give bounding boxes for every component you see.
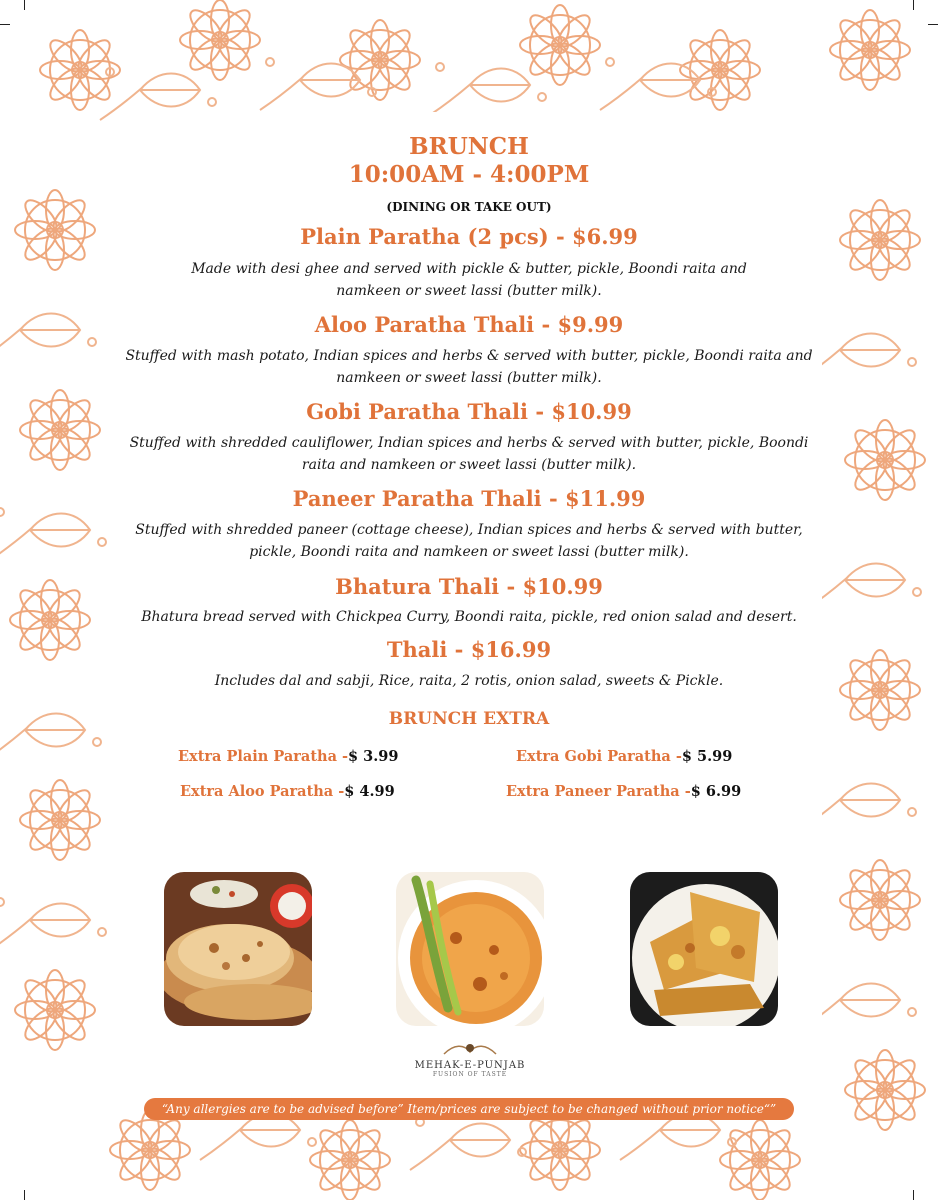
dish-title: Plain Paratha (2 pcs) - $6.99 [300,224,638,249]
allergy-notice-banner: “Any allergies are to be advised before” Item/prices are subject to be changed without prior notice“” [144,1098,794,1120]
dish-description: Bhatura bread served with Chickpea Curry, Boondi raita, pickle, red onion salad and desert. [141,609,797,625]
menu-title: BRUNCH [409,133,529,160]
extra-item [516,748,732,765]
dish-title: Aloo Paratha Thali - $9.99 [314,312,624,337]
crop-mark [0,24,10,25]
service-note: (DINING OR TAKE OUT) [386,200,552,214]
restaurant-logo [410,1042,530,1082]
extra-item-price: $ 3.99 [348,748,399,765]
dish-description: namkeen or sweet lassi (butter milk). [336,370,602,386]
logo-tagline: FUSION OF TASTE [432,1071,508,1078]
dish-description: raita and namkeen or sweet lassi (butter milk). [301,457,637,473]
dish-description: Includes dal and sabji, Rice, raita, 2 rotis, onion salad, sweets & Pickle. [214,673,724,689]
dish-description: Stuffed with shredded cauliflower, Indian spices and herbs & served with butter, pickle, Boondi [129,435,809,451]
dish-description: Stuffed with mash potato, Indian spices and herbs & served with butter, pickle, Boondi raita and [125,348,813,364]
logo-name: MEHAK-E-PUNJAB [414,1060,526,1071]
extra-item-price: $ 6.99 [690,783,742,800]
dish-description: namkeen or sweet lassi (butter milk). [336,283,602,299]
extras-heading: BRUNCH EXTRA [388,709,550,729]
crop-mark [913,0,914,10]
extra-item-price: $ 4.99 [344,783,395,800]
extra-item-name: Extra Gobi Paratha - [516,748,682,765]
extra-item [180,783,395,800]
extra-item [506,783,741,800]
paratha-plate-photo [164,872,312,1026]
crop-mark [24,1190,25,1200]
menu-hours: 10:00AM - 4:00PM [348,161,590,188]
extra-item-name: Extra Paneer Paratha - [506,783,691,800]
dish-description: Made with desi ghee and served with pickle & butter, pickle, Boondi raita and [191,261,747,277]
dish-title: Bhatura Thali - $10.99 [335,574,603,599]
extra-item-name: Extra Plain Paratha - [178,748,349,765]
crop-mark [913,1190,914,1200]
crop-mark [24,0,25,10]
stuffed-paratha-bowl-photo [630,872,778,1026]
dish-title: Thali - $16.99 [386,637,552,662]
dish-title: Gobi Paratha Thali - $10.99 [306,399,632,424]
extra-item [178,748,398,765]
dish-title: Paneer Paratha Thali - $11.99 [292,486,646,511]
crop-mark [928,24,938,25]
dish-description: Stuffed with shredded paneer (cottage cheese), Indian spices and herbs & served with butter, [135,522,803,538]
paratha-with-chili-photo [396,872,544,1026]
extra-item-price: $ 5.99 [681,748,733,765]
extra-item-name: Extra Aloo Paratha - [180,783,345,800]
dish-description: pickle, Boondi raita and namkeen or sweet lassi (butter milk). [249,544,689,560]
logo-emblem-icon [440,1042,500,1058]
